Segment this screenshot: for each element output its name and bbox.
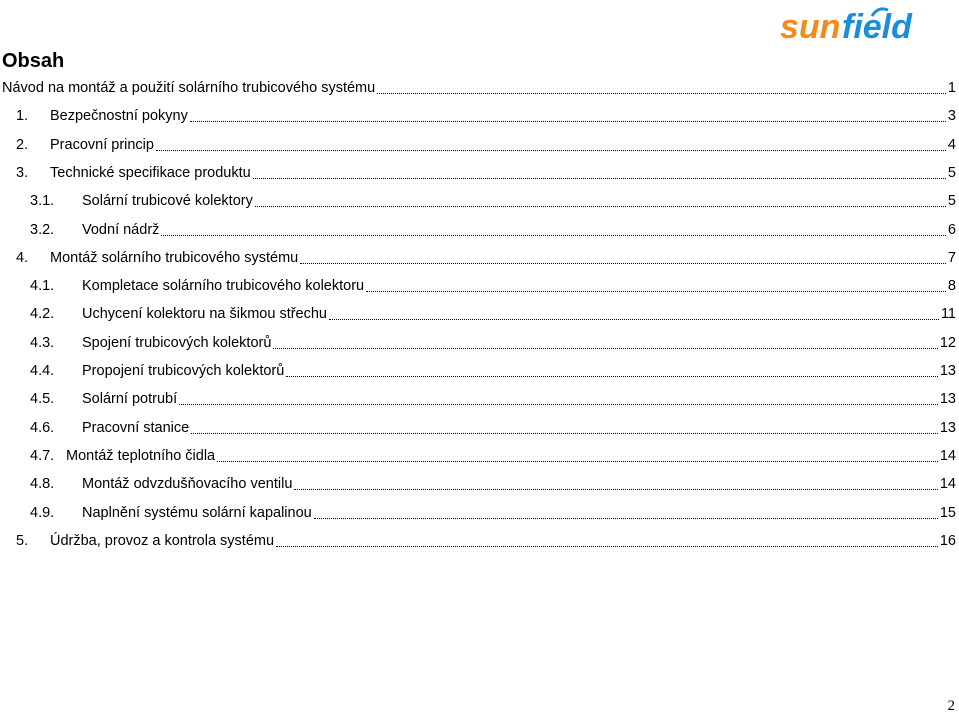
toc-entry-number: 4. — [16, 250, 29, 266]
dot-leader — [276, 545, 938, 547]
toc-entry-title[interactable]: Vodní nádrž — [82, 222, 160, 238]
toc-entry-number: 3. — [16, 165, 29, 181]
toc-entry-page[interactable]: 13 — [939, 391, 956, 407]
toc-entry-number: 4.3. — [30, 335, 55, 351]
toc-entry[interactable] — [2, 416, 956, 440]
toc-entry-title[interactable]: Kompletace solárního trubicového kolektoru — [82, 278, 365, 294]
toc-entry-number: 4.5. — [30, 391, 55, 407]
toc-entry-number: 3.2. — [30, 222, 55, 238]
toc-entry-number: 4.8. — [30, 476, 55, 492]
toc-entry[interactable] — [2, 161, 956, 185]
sunfield-logo-graphic — [780, 2, 956, 46]
dot-leader — [255, 205, 946, 207]
toc-entry[interactable] — [2, 76, 956, 100]
toc-entry-page[interactable]: 5 — [947, 193, 956, 209]
toc-entry[interactable] — [2, 501, 956, 525]
toc-entry-number: 3.1. — [30, 193, 55, 209]
logo-text-field: field — [842, 8, 912, 46]
dot-leader — [314, 517, 938, 519]
toc-entry-page[interactable]: 14 — [939, 448, 956, 464]
toc-entry-title[interactable]: Návod na montáž a použití solárního trubicového systému — [2, 80, 376, 96]
toc-entry-page[interactable]: 7 — [947, 250, 956, 266]
dot-leader — [179, 403, 938, 405]
toc-entry-title[interactable]: Montáž odvzdušňovacího ventilu — [82, 476, 293, 492]
toc-entry-number: 4.7. — [30, 448, 55, 464]
toc-entry-title[interactable]: Solární potrubí — [82, 391, 178, 407]
toc-entry-number: 4.1. — [30, 278, 55, 294]
toc-entry-title[interactable]: Údržba, provoz a kontrola systému — [50, 533, 275, 549]
toc-entry[interactable] — [2, 246, 956, 270]
toc-entry-page[interactable]: 6 — [947, 222, 956, 238]
toc-entry-title[interactable]: Bezpečnostní pokyny — [50, 108, 188, 124]
toc-entry-title[interactable]: Pracovní stanice — [82, 420, 190, 436]
dot-leader — [286, 375, 938, 377]
toc-entry[interactable] — [2, 387, 956, 411]
toc-entry-page[interactable]: 11 — [940, 306, 956, 322]
toc-entry[interactable] — [2, 189, 956, 213]
toc-entry-page[interactable]: 1 — [947, 80, 956, 96]
toc-entry-page[interactable]: 12 — [939, 335, 956, 351]
toc-title: Obsah — [2, 50, 65, 72]
toc-entry-number: 4.2. — [30, 306, 55, 322]
toc-entry-page[interactable]: 16 — [939, 533, 956, 549]
toc-entry[interactable] — [2, 133, 956, 157]
toc-entry[interactable] — [2, 529, 956, 553]
dot-leader — [217, 460, 938, 462]
toc-entry[interactable] — [2, 359, 956, 383]
toc-entry-title[interactable]: Propojení trubicových kolektorů — [82, 363, 285, 379]
toc-entry-page[interactable]: 8 — [947, 278, 956, 294]
dot-leader — [329, 318, 939, 320]
sunfield-logo — [780, 2, 956, 46]
toc-entry-page[interactable]: 15 — [939, 505, 956, 521]
toc-entry-title[interactable]: Technické specifikace produktu — [50, 165, 251, 181]
toc-entry-page[interactable]: 5 — [947, 165, 956, 181]
toc-entry-title[interactable]: Uchycení kolektoru na šikmou střechu — [82, 306, 327, 322]
toc-entry-title[interactable]: Pracovní princip — [50, 137, 154, 153]
toc-entry-page[interactable]: 14 — [939, 476, 956, 492]
dot-leader — [156, 149, 946, 151]
toc-entry-title[interactable]: Spojení trubicových kolektorů — [82, 335, 272, 351]
toc-entry-number: 2. — [16, 137, 29, 153]
toc-entry-page[interactable]: 4 — [947, 137, 956, 153]
toc-entry-title[interactable]: Montáž teplotního čidla — [66, 448, 216, 464]
dot-leader — [366, 290, 946, 292]
toc-entry-page[interactable]: 3 — [947, 108, 956, 124]
toc-entry[interactable] — [2, 218, 956, 242]
toc-entry-number: 4.4. — [30, 363, 55, 379]
toc-entry[interactable] — [2, 444, 956, 468]
toc-entry-number: 5. — [16, 533, 29, 549]
dot-leader — [191, 432, 938, 434]
dot-leader — [190, 120, 946, 122]
toc-entry-number: 1. — [16, 108, 29, 124]
page-number: 2 — [947, 698, 955, 714]
dot-leader — [300, 262, 946, 264]
toc-entry[interactable] — [2, 104, 956, 128]
toc-entry[interactable] — [2, 472, 956, 496]
toc-entry-title[interactable]: Naplnění systému solární kapalinou — [82, 505, 312, 521]
toc-entry-page[interactable]: 13 — [939, 363, 956, 379]
toc-entry[interactable] — [2, 302, 956, 326]
dot-leader — [294, 488, 937, 490]
toc-entry[interactable] — [2, 274, 956, 298]
toc-entry-number: 4.9. — [30, 505, 55, 521]
toc-entry-title[interactable]: Montáž solárního trubicového systému — [50, 250, 299, 266]
dot-leader — [161, 234, 946, 236]
dot-leader — [273, 347, 937, 349]
dot-leader — [377, 92, 946, 94]
dot-leader — [253, 177, 946, 179]
logo-text-sun: sun — [780, 8, 841, 46]
toc-entry-title[interactable]: Solární trubicové kolektory — [82, 193, 253, 209]
toc-entry[interactable] — [2, 331, 956, 355]
toc-entry-number: 4.6. — [30, 420, 55, 436]
toc-entry-page[interactable]: 13 — [939, 420, 956, 436]
